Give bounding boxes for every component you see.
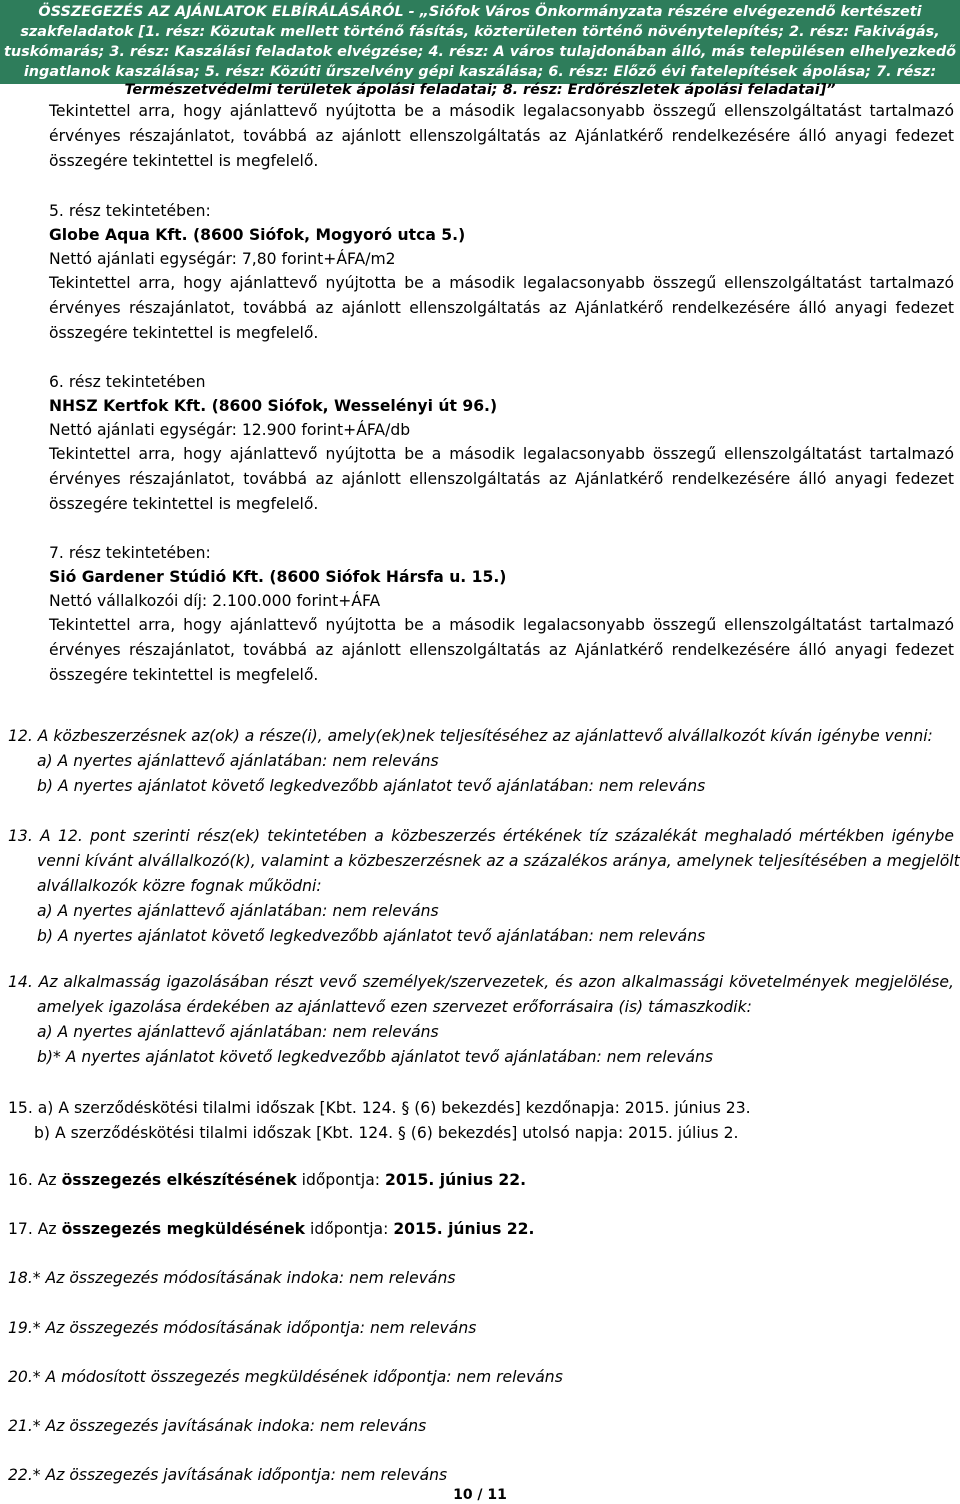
section-22: 22.* Az összegezés javításának időpontja: nem releváns (8, 1466, 448, 1484)
part-heading: 5. rész tekintetében: (49, 202, 211, 220)
section-12-title: 12. A közbeszerzésnek az(ok) a része(i), amely(ek)nek teljesítéséhez az ajánlattevő alvállalkozót kíván igénybe venni: (8, 727, 933, 745)
section-16: 16. Az összegezés elkészítésének időpontja: 2015. június 22. (8, 1171, 527, 1189)
company-name: Globe Aqua Kft. (8600 Siófok, Mogyoró utca 5.) (49, 226, 466, 244)
section-19: 19.* Az összegezés módosításának időpontja: nem releváns (8, 1319, 477, 1337)
price-line: Nettó ajánlati egységár: 7,80 forint+ÁFA/m2 (49, 250, 396, 268)
justification-line: összegére tekintettel is megfelelő. (49, 324, 319, 342)
justification-line: érvényes részajánlatot, továbbá az ajánlott ellenszolgáltatás az Ajánlatkérő rendelkezésére álló anyagi fedezet (49, 127, 954, 145)
company-name: Sió Gardener Stúdió Kft. (8600 Siófok Hársfa u. 15.) (49, 568, 507, 586)
company-name: NHSZ Kertfok Kft. (8600 Siófok, Wesselényi út 96.) (49, 397, 498, 415)
section-21: 21.* Az összegezés javításának indoka: nem releváns (8, 1417, 427, 1435)
header-line: Természetvédelmi területek ápolási feladatai; 8. rész: Erdőrészletek ápolási feladatai]” (124, 82, 836, 98)
section-12-a: a) A nyertes ajánlattevő ajánlatában: nem releváns (37, 752, 439, 770)
justification-line: összegére tekintettel is megfelelő. (49, 666, 319, 684)
section-14-b: b)* A nyertes ajánlatot követő legkedvezőbb ajánlatot tevő ajánlatában: nem releváns (37, 1048, 714, 1066)
section-13-a: a) A nyertes ajánlattevő ajánlatában: nem releváns (37, 902, 439, 920)
header-line: ÖSSZEGEZÉS AZ AJÁNLATOK ELBÍRÁLÁSÁRÓL - „Siófok Város Önkormányzata részére elvégezendő kertészeti (38, 4, 922, 20)
document-header (0, 0, 960, 102)
page-number: 10 / 11 (453, 1487, 507, 1503)
section-15-a: 15. a) A szerződéskötési tilalmi időszak [Kbt. 124. § (6) bekezdés] kezdőnapja: 2015. június 23. (8, 1099, 751, 1117)
section-14-text: amelyek igazolása érdekében az ajánlattevő ezen szervezet erőforrásaira (is) támaszkodik: (37, 998, 752, 1016)
section-14-title: 14. Az alkalmasság igazolásában részt vevő személyek/szervezetek, és azon alkalmassági követelmények megjelölése, (8, 973, 954, 991)
section-20: 20.* A módosított összegezés megküldésének időpontja: nem releváns (8, 1368, 563, 1386)
justification-line: Tekintettel arra, hogy ajánlattevő nyújtotta be a második legalacsonyabb összegű ellenszolgáltatást tartalmazó (49, 274, 954, 292)
header-line: szakfeladatok [1. rész: Közutak mellett történő fásítás, közterületen történő növénytelepítés; 2. rész: Fakivágás, (20, 24, 940, 40)
section-15-b: b) A szerződéskötési tilalmi időszak [Kbt. 124. § (6) bekezdés] utolsó napja: 2015. július 2. (34, 1124, 739, 1142)
section-18: 18.* Az összegezés módosításának indoka: nem releváns (8, 1269, 456, 1287)
section-12-b: b) A nyertes ajánlatot követő legkedvezőbb ajánlatot tevő ajánlatában: nem releváns (37, 777, 706, 795)
header-line: ingatlanok kaszálása; 5. rész: Közúti űrszelvény gépi kaszálása; 6. rész: Előző évi fatelepítések ápolása; 7. rész: (23, 64, 937, 80)
justification-line: összegére tekintettel is megfelelő. (49, 495, 319, 513)
price-line: Nettó vállalkozói díj: 2.100.000 forint+ÁFA (49, 592, 381, 610)
section-17: 17. Az összegezés megküldésének időpontja: 2015. június 22. (8, 1220, 535, 1238)
justification-line: összegére tekintettel is megfelelő. (49, 152, 319, 170)
part-heading: 6. rész tekintetében (49, 373, 206, 391)
part-heading: 7. rész tekintetében: (49, 544, 211, 562)
section-13-b: b) A nyertes ajánlatot követő legkedvezőbb ajánlatot tevő ajánlatában: nem releváns (37, 927, 706, 945)
section-13-title: 13. A 12. pont szerinti rész(ek) tekintetében a közbeszerzés értékének tíz százalékát meghaladó mértékben igénybe (8, 827, 954, 845)
price-line: Nettó ajánlati egységár: 12.900 forint+ÁFA/db (49, 421, 411, 439)
header-line: tuskómarás; 3. rész: Kaszálási feladatok elvégzése; 4. rész: A város tulajdonában álló, más településen elhelyezkedő (3, 44, 957, 60)
justification-line: érvényes részajánlatot, továbbá az ajánlott ellenszolgáltatás az Ajánlatkérő rendelkezésére álló anyagi fedezet (49, 641, 954, 659)
section-13-text: venni kívánt alvállalkozó(k), valamint a közbeszerzésnek az a százalékos aránya, amelynek teljesítésében a megjelölt (37, 852, 960, 870)
section-13-text: alvállalkozók közre fognak működni: (37, 877, 322, 895)
justification-line: érvényes részajánlatot, továbbá az ajánlott ellenszolgáltatás az Ajánlatkérő rendelkezésére álló anyagi fedezet (49, 470, 954, 488)
justification-line: Tekintettel arra, hogy ajánlattevő nyújtotta be a második legalacsonyabb összegű ellenszolgáltatást tartalmazó (49, 616, 954, 634)
justification-line: érvényes részajánlatot, továbbá az ajánlott ellenszolgáltatás az Ajánlatkérő rendelkezésére álló anyagi fedezet (49, 299, 954, 317)
justification-line: Tekintettel arra, hogy ajánlattevő nyújtotta be a második legalacsonyabb összegű ellenszolgáltatást tartalmazó (49, 445, 954, 463)
justification-line: Tekintettel arra, hogy ajánlattevő nyújtotta be a második legalacsonyabb összegű ellenszolgáltatást tartalmazó (49, 102, 954, 120)
section-14-a: a) A nyertes ajánlattevő ajánlatában: nem releváns (37, 1023, 439, 1041)
